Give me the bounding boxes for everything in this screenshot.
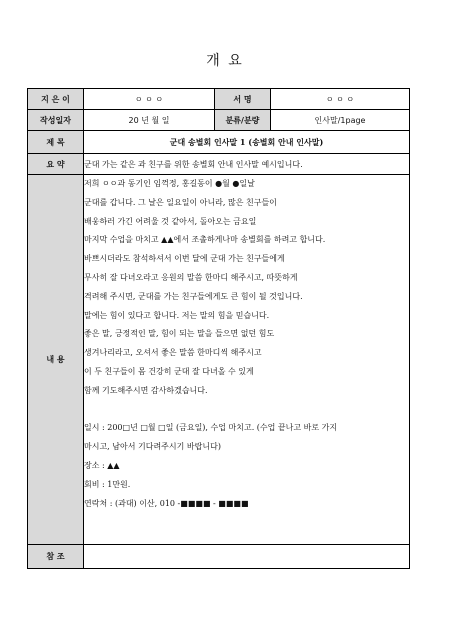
content-line: 회비 : 1만원.	[84, 479, 131, 489]
date-label: 작성일자	[28, 110, 84, 131]
sign-value: ㅇ ㅇ ㅇ	[271, 89, 410, 110]
summary-row	[28, 154, 410, 175]
content-line: 함께 기도해주시면 감사하겠습니다.	[84, 385, 208, 395]
title-row	[28, 131, 410, 154]
content-line: 일시 : 200□년 □월 □일 (금요일), 수업 마치고. (수업 끝나고 바로 가지	[84, 423, 338, 433]
document-title: 군대 송별회 인사말 1 (송별회 안내 인사말)	[84, 131, 410, 154]
page-title: 개 요	[206, 53, 244, 69]
title-label: 제 목	[28, 131, 84, 154]
content-body	[84, 175, 410, 545]
author-label: 지 은 이	[28, 89, 84, 110]
reference-value	[84, 545, 410, 569]
content-line: 배웅하러 가긴 어려울 것 같아서, 돌아오는 금요일	[84, 216, 257, 226]
sign-label: 서 명	[215, 89, 271, 110]
author-value: ㅇ ㅇ ㅇ	[84, 89, 215, 110]
content-line: 격려해 주시면, 군대를 가는 친구들에게도 큰 힘이 될 것입니다.	[84, 291, 303, 301]
content-line: 장소 : ▲▲	[84, 460, 120, 470]
content-line: 이 두 친구들이 몸 건강히 군대 잘 다녀올 수 있게	[84, 366, 254, 376]
document-form	[27, 88, 410, 569]
reference-label: 참 조	[28, 545, 84, 569]
date-row	[28, 110, 410, 131]
content-line: 군대를 갑니다. 그 날은 일요일이 아니라, 많은 친구들이	[84, 197, 277, 207]
content-line: 마지막 수업을 마치고 ▲▲에서 조촐하게나마 송별회를 하려고 합니다.	[84, 235, 326, 245]
category-label: 분류/분량	[215, 110, 271, 131]
author-row	[28, 89, 410, 110]
category-value: 인사말/1page	[271, 110, 410, 131]
summary-label: 요 약	[28, 154, 84, 175]
content-line: 마시고, 남아서 기다려주시기 바랍니다)	[84, 442, 221, 452]
summary-text: 군대 가는 같은 과 친구를 위한 송별회 안내 인사말 예시입니다.	[84, 154, 410, 175]
content-line: 연락처 : (과대) 이산, 010 -■■■■ - ■■■■	[84, 498, 249, 508]
reference-row	[28, 545, 410, 569]
date-value: 20 년 월 일	[84, 110, 215, 131]
content-line: 저희 ㅇㅇ과 동기인 임꺽정, 홍길동이 ●월 ●일날	[84, 179, 255, 188]
content-line: 무사히 잘 다녀오라고 응원의 말씀 한마디 해주시고, 따뜻하게	[84, 272, 298, 282]
content-line	[84, 401, 409, 420]
content-line: 바쁘시더라도 참석하셔서 이번 달에 군대 가는 친구들에게	[84, 254, 285, 264]
content-row	[28, 175, 410, 545]
content-line: 생겨나리라고, 오셔서 좋은 말씀 한마디씩 해주시고	[84, 348, 262, 358]
content-label: 내 용	[28, 175, 84, 545]
content-lines	[84, 175, 409, 513]
content-line: 좋은 말, 긍정적인 말, 힘이 되는 말을 들으면 없던 힘도	[84, 329, 275, 339]
content-line: 말에는 힘이 있다고 합니다. 저는 말의 힘을 믿습니다.	[84, 310, 270, 320]
